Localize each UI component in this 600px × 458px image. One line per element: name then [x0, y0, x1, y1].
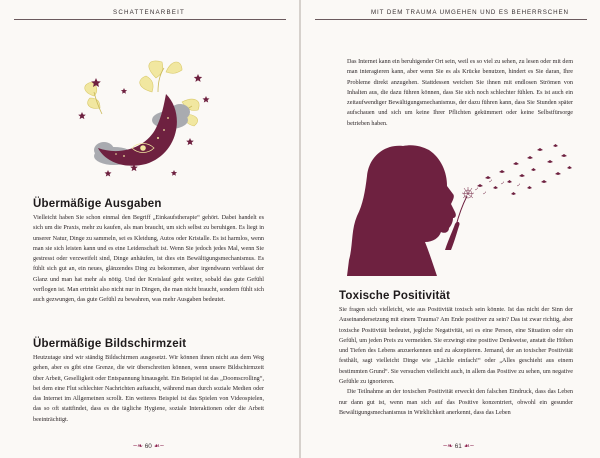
butterfly-icons	[477, 144, 572, 195]
heading-toxische-positivitaet: Toxische Positivität	[339, 290, 451, 302]
left-head-rule	[14, 19, 286, 20]
paragraph-bildschirmzeit	[33, 353, 264, 425]
right-running-head: MIT DEM TRAUMA UMGEHEN UND ES BEHERRSCHEN	[371, 9, 569, 16]
right-head-rule	[315, 19, 587, 20]
left-running-head: SCHATTENARBEIT	[113, 9, 186, 16]
moon-illustration	[74, 52, 214, 182]
dandelion-stem	[456, 196, 467, 226]
dandelion-head-icon	[462, 187, 474, 198]
right-page-number-value: 61	[454, 443, 462, 450]
right-page	[301, 0, 600, 458]
crescent-moon-icon	[98, 94, 177, 166]
paragraph-toxische-text1: Sie fragen sich vielleicht, wie aus Positivität toxisch sein könnte. Ist das nicht der Sinn der Auseinandersetzung mit einem Trauma? Am Ende positiver zu sein? Das ist zwar richtig, aber toxische Positivität bedeutet, jegliche Negativität, sei es eine Person, eine Situation oder ein Gefühl, um jeden Preis zu vermeiden. Sie erzwingt eine positive Denkweise, anstatt die Höhen und Tiefen des Lebens anzuerkennen und zu akzeptieren. Jemand, der an toxischer Positivität festhält, sagt vielleicht Dinge wie „Lächle einfach!“ oder „Alles geschieht aus einem bestimmten Grund“. Sie versuchen vielleicht auch, in allem das Positive zu sehen, um negative Gefühle zu ignorieren.	[339, 307, 573, 386]
heading-uebermaessige-ausgaben: Übermäßige Ausgaben	[33, 198, 162, 210]
paragraph-internet	[347, 57, 573, 129]
woman-silhouette	[347, 145, 456, 276]
ornament-icon: ~❧	[443, 443, 453, 450]
paragraph-bildschirmzeit-text: Heutzutage sind wir ständig Bildschirmen ausgesetzt. Wir können ihnen nicht aus dem Weg gehen, aber es gibt eine Grenze, die wir überschreiten können, wenn unsere Bildschirmzeit über Arbeit, Geselligkeit oder Entspannung hinausgeht. Ein Beispiel ist das „Doomscrolling“, bei dem eine Flut schlechter Nachrichten auftaucht, während man durch soziale Medien oder das Internet im Allgemeinen scrollt. Ein weiteres Beispiel ist das Spielen von Videospielen, das so oft stattfindet, dass es die tägliche Hygiene, soziale Interaktionen oder die Arbeit beeinträchtigt.	[33, 355, 264, 423]
dandelion-silhouette-illustration	[341, 138, 581, 276]
paragraph-toxische-text2: Die Teilnahme an der toxischen Positivität erweckt den falschen Eindruck, dass das Leben nur dann gut ist, wenn man sich auf das Positive konzentriert, obwohl ein gesunder Bewältigungsmechanismus in Wirklichkeit anerkennt, dass das Leben	[339, 389, 573, 416]
left-page	[0, 0, 299, 458]
left-page-number	[133, 442, 164, 450]
right-page-number	[443, 442, 474, 450]
paragraph-toxische-positivitaet	[339, 305, 573, 418]
paragraph-ausgaben	[33, 213, 264, 306]
ornament-icon: ☙~	[153, 443, 164, 450]
left-page-number-value: 60	[144, 443, 152, 450]
paragraph-ausgaben-text: Vielleicht haben Sie schon einmal den Begriff „Einkaufstherapie“ gehört. Dabei handelt es sich um die Praxis, mehr zu kaufen, als man braucht, um sich selbst zu beruhigen. Es liegt in unserer Natur, Dinge zu sammeln, sei es Kleidung, Autos oder Kristalle. Es ist harmlos, wenn man sie sich leisten kann und es eine Leidenschaft ist. Wenn Sie jedoch jedes Mal, wenn Sie gestresst oder verzweifelt sind, Dinge anhäufen, ist dies ein Bewältigungsmechanismus. Es fühlt sich gut an, ein neues, glänzendes Ding zu bekommen, aber irgendwann verblasst der Glanz und man hat mehr als nötig. Und der Kreislauf geht weiter, sobald das gute Gefühl verflogen ist. Man ertrinkt also nicht nur in Dingen, die man nicht braucht, sondern fühlt sich auch gezwungen, das gute Gefühl zu bewahren, was mehr Ausgaben bedeutet.	[33, 215, 264, 304]
ornament-icon: ~❧	[133, 443, 143, 450]
heading-bildschirmzeit: Übermäßige Bildschirmzeit	[33, 338, 187, 350]
paragraph-internet-text: Das Internet kann ein beruhigender Ort sein, weil es so viel zu sehen, zu lesen oder mit dem man interagieren kann, aber wenn Sie es als Krücke benutzen, hindert es Sie daran, Ihre Probleme direkt anzugehen. Stattdessen weichen Sie ihnen mit endlosen Strömen von Inhalten aus, die dazu führen können, dass Sie sich noch schlechter fühlen. Es ist auch ein zeitaufwendiger Bewältigungsmechanismus, der dazu führen kann, dass Sie Stunden später aufschauen und sich um keine Ihrer Pflichten gekümmert oder keine Selbstfürsorge betrieben haben.	[347, 59, 573, 127]
ornament-icon: ☙~	[463, 443, 474, 450]
seed-icons	[475, 180, 520, 194]
